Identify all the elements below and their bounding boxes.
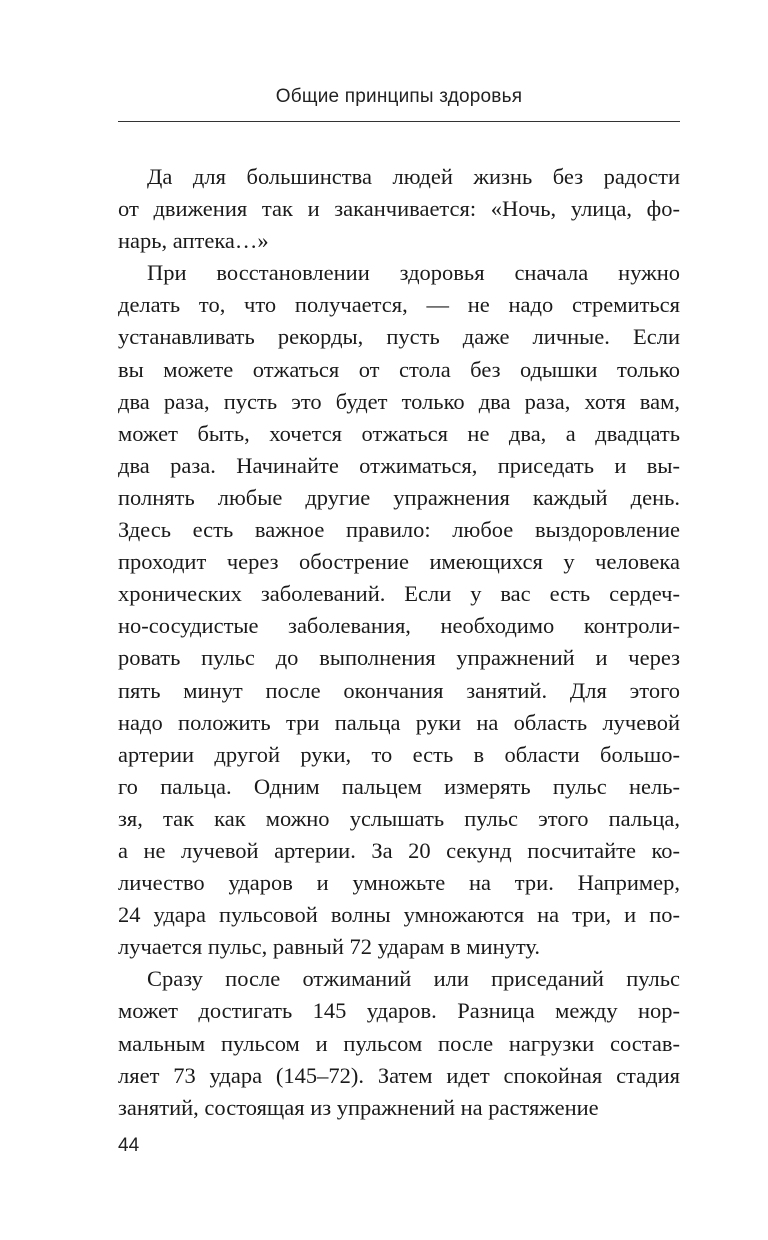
text-line: может достигать 145 ударов. Разница между нор- [118,998,680,1024]
body-text [118,161,680,1124]
text-line: зя, так как можно услышать пульс этого пальца, [118,805,680,831]
text-line: занятий, состоящая из упражнений на растяжение [118,1094,599,1120]
header-rule [118,121,680,122]
text-line: ляет 73 удара (145–72). Затем идет спокойная стадия [118,1062,680,1088]
text-line: пять минут после окончания занятий. Для этого [118,677,680,703]
text-line: го пальца. Одним пальцем измерять пульс нель- [118,773,680,799]
text-line: Здесь есть важное правило: любое выздоровление [118,517,680,543]
text-line: 24 удара пульсовой волны умножаются на три, и по- [118,902,680,928]
running-head: Общие принципы здоровья [275,86,523,107]
text-line: надо положить три пальца руки на область лучевой [118,709,680,735]
text-line: Сразу после отжиманий или приседаний пульс [147,966,680,992]
text-line: хронических заболеваний. Если у вас есть сердеч- [118,581,680,607]
text-line: Да для большинства людей жизнь без радости [147,164,680,189]
text-line: делать то, что получается, — не надо стремиться [118,292,680,318]
page-number: 44 [118,1135,140,1156]
text-line: артерии другой руки, то есть в области большо- [118,741,680,767]
paragraph [118,161,680,257]
text-line: от движения так и заканчивается: «Ночь, улица, фо- [118,196,680,222]
text-line: полнять любые другие упражнения каждый день. [118,484,680,510]
text-line: мальным пульсом и пульсом после нагрузки состав- [118,1030,680,1056]
text-line: может быть, хочется отжаться не два, а двадцать [118,420,680,446]
text-line: вы можете отжаться от стола без одышки только [118,356,680,382]
text-line: личество ударов и умножьте на три. Например, [118,870,680,896]
text-line: а не лучевой артерии. За 20 секунд посчитайте ко- [118,837,680,863]
text-line: проходит через обострение имеющихся у человека [118,549,680,575]
text-line: устанавливать рекорды, пусть даже личные. Если [118,324,680,350]
paragraph [118,257,680,963]
paragraph [118,963,680,1123]
text-line: но-сосудистые заболевания, необходимо контроли- [118,613,680,639]
text-line: ровать пульс до выполнения упражнений и через [118,645,680,671]
text-line: два раза. Начинайте отжиматься, приседать и вы- [118,452,680,478]
text-line: При восстановлении здоровья сначала нужно [147,260,680,286]
text-line: нарь, аптека…» [118,228,269,254]
text-line: два раза, пусть это будет только два раза, хотя вам, [118,388,680,414]
text-line: лучается пульс, равный 72 ударам в минуту. [118,934,541,960]
